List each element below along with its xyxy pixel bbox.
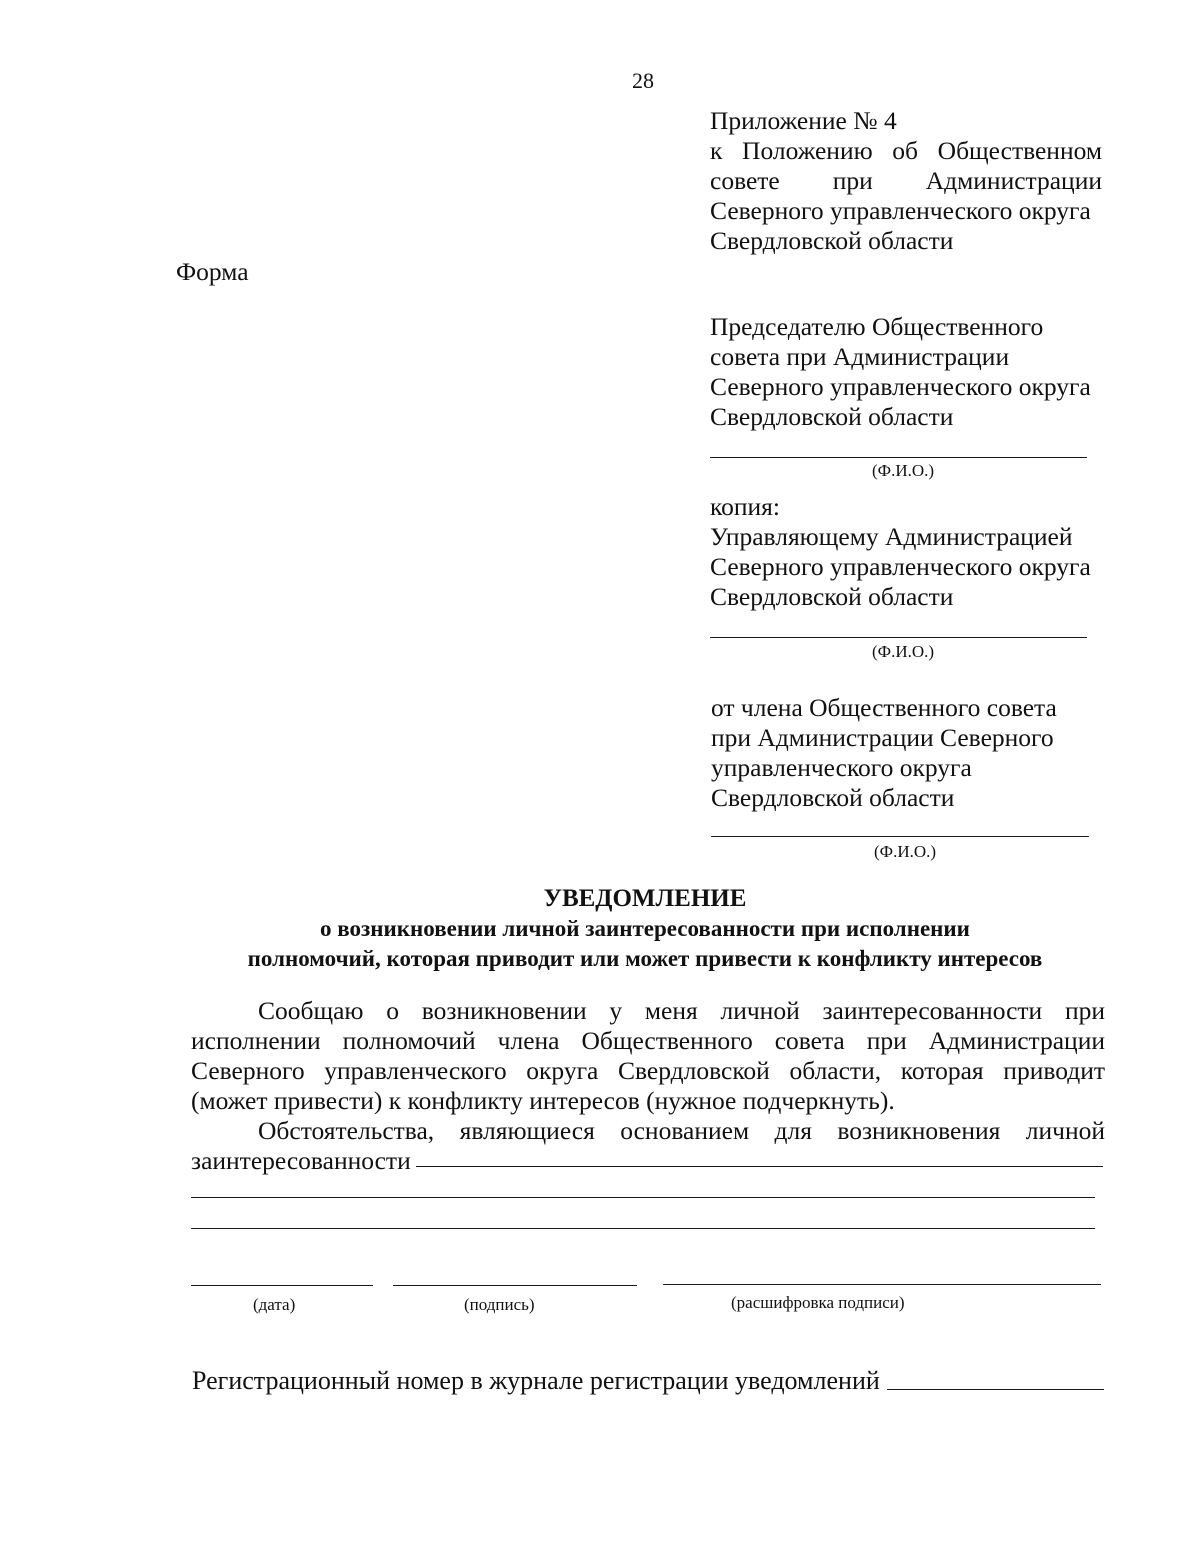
sender-line: при Администрации Северного xyxy=(711,723,1054,752)
appendix-line: Свердловской области xyxy=(710,226,954,255)
body-line: (может привести) к конфликту интересов (нужное подчеркнуть). xyxy=(191,1086,895,1115)
appendix-line: Северного управленческого округа xyxy=(710,196,1091,225)
sender-fio-line xyxy=(711,836,1089,837)
date-line[interactable] xyxy=(191,1285,373,1286)
copy-line: Северного управленческого округа xyxy=(710,552,1091,581)
page-number: 28 xyxy=(632,68,654,93)
form-label: Форма xyxy=(176,257,249,286)
notice-title: УВЕДОМЛЕНИЕ xyxy=(543,885,747,912)
appendix-line: к Положению об Общественном xyxy=(710,136,1102,165)
copy-line: Свердловской области xyxy=(710,582,954,611)
addressee-fio-line xyxy=(710,457,1087,458)
body-line: Обстоятельства, являющиеся основанием для возникновения личной xyxy=(258,1116,1105,1145)
signature-caption: (подпись) xyxy=(464,1295,535,1314)
sender-line: управленческого округа xyxy=(711,753,972,782)
body-paragraph-1 xyxy=(191,996,1105,1116)
addressee-line: Северного управленческого округа xyxy=(710,372,1091,401)
registration-number-line[interactable] xyxy=(887,1389,1104,1390)
addressee-line: Председателю Общественного xyxy=(710,312,1044,341)
date-caption: (дата) xyxy=(253,1295,296,1314)
appendix-block xyxy=(710,106,1102,256)
circumstances-line[interactable] xyxy=(191,1228,1095,1229)
copy-fio-line xyxy=(710,637,1087,638)
signature-decoding-caption: (расшифровка подписи) xyxy=(731,1293,905,1312)
copy-line: Управляющему Администрацией xyxy=(710,522,1073,551)
appendix-title: Приложение № 4 xyxy=(710,106,897,135)
copy-fio-caption: (Ф.И.О.) xyxy=(872,642,935,661)
sender-line: Свердловской области xyxy=(711,783,955,812)
circumstances-line[interactable] xyxy=(191,1197,1095,1198)
addressee-line: Свердловской области xyxy=(710,402,954,431)
body-line: Северного управленческого округа Свердловской области, которая приводит xyxy=(191,1056,1105,1085)
sender-line: от члена Общественного совета xyxy=(711,693,1057,722)
addressee-block xyxy=(710,312,1110,432)
appendix-line: совете при Администрации xyxy=(710,166,1102,195)
body-line: исполнении полномочий члена Общественного совета при Администрации xyxy=(191,1026,1105,1055)
registration-label: Регистрационный номер в журнале регистрации уведомлений xyxy=(192,1366,880,1395)
copy-label: копия: xyxy=(710,492,780,521)
sender-block xyxy=(711,693,1111,813)
sender-fio-caption: (Ф.И.О.) xyxy=(874,842,937,861)
circumstances-line[interactable] xyxy=(416,1166,1103,1167)
copy-block xyxy=(710,492,1110,612)
addressee-fio-caption: (Ф.И.О.) xyxy=(872,461,935,480)
addressee-line: совета при Администрации xyxy=(710,342,1010,371)
body-line: заинтересованности xyxy=(191,1146,411,1175)
signature-decoding-line[interactable] xyxy=(663,1284,1101,1285)
body-line: Сообщаю о возникновении у меня личной заинтересованности при xyxy=(258,996,1105,1025)
notice-subtitle: полномочий, которая приводит или может привести к конфликту интересов xyxy=(247,946,1043,971)
body-paragraph-2 xyxy=(191,1116,1105,1176)
notice-subtitle: о возникновении личной заинтересованности при исполнении xyxy=(320,916,970,941)
signature-line[interactable] xyxy=(393,1285,637,1286)
